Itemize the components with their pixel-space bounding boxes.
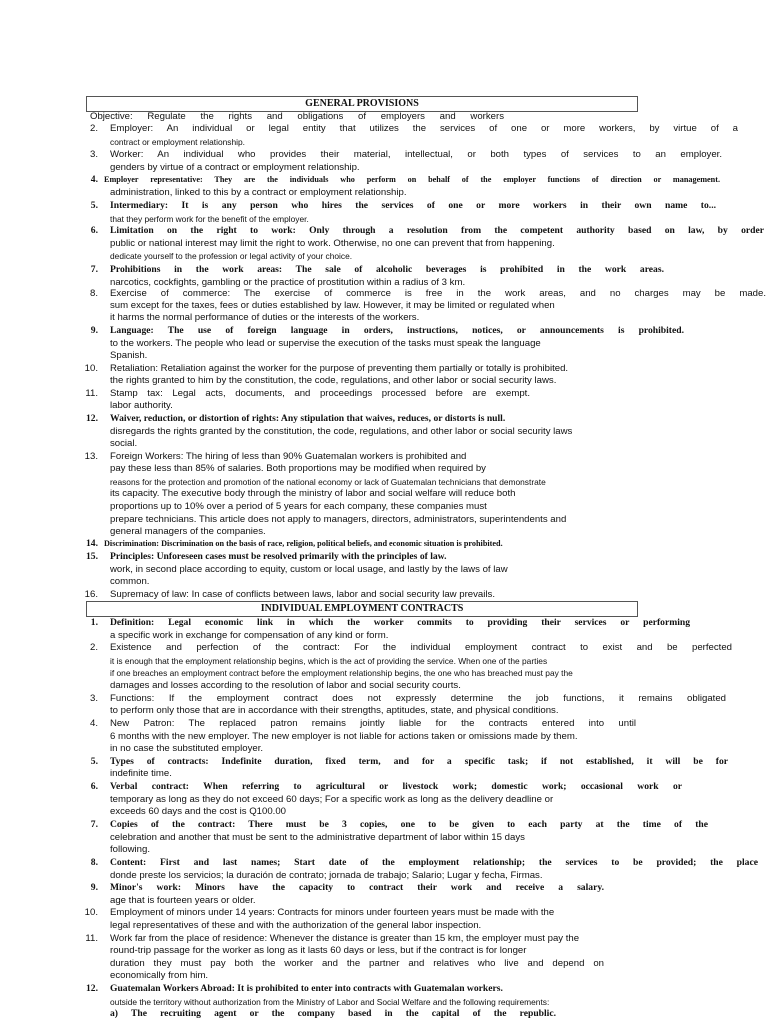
text-line: a) The recruiting agent or the company based in the capital of the republic.	[110, 1008, 556, 1019]
text-line: Verbal contract: When referring to agricultural or livestock work; domestic work; occasional work or	[110, 781, 682, 792]
text-line: Supremacy of law: In case of conflicts between laws, labor and social security law prevails.	[110, 589, 495, 600]
text-line: Limitation on the right to work: Only through a resolution from the competent authority based on law, by order	[110, 225, 764, 236]
item-number: 12.	[86, 413, 98, 424]
text-line: social.	[110, 438, 138, 449]
text-line: outside the territory without authorization from the Ministry of Labor and Social Welfare and the following requirements:	[110, 997, 550, 1007]
text-line: that they perform work for the benefit of the employer.	[110, 214, 309, 224]
text-line: work, in second place according to equity, custom or local usage, and lastly by the laws of law	[110, 564, 508, 575]
text-line: to perform only those that are in accordance with their strengths, aptitudes, state, and physical conditions.	[110, 705, 559, 716]
text-line: its capacity. The executive body through the ministry of labor and social welfare will reduce both	[110, 488, 516, 499]
text-line: Definition: Legal economic link in which the worker commits to providing their services or performing	[110, 617, 690, 628]
text-line: administration, linked to this by a contract or employment relationship.	[110, 187, 407, 198]
item-number: 9.	[90, 325, 98, 336]
text-line: Principles: Unforeseen cases must be resolved primarily with the principles of law.	[110, 551, 447, 562]
text-line: 6 months with the new employer. The new employer is not liable for actions taken or omissions made by them.	[110, 731, 578, 742]
text-line: Discrimination: Discrimination on the basis of race, religion, political beliefs, and economic situation is prohibited.	[104, 539, 503, 548]
item-number: 14.	[86, 538, 98, 549]
text-line: Employment of minors under 14 years: Contracts for minors under fourteen years must be made with the	[110, 907, 555, 918]
text-line: Functions: If the employment contract does not expressly determine the job functions, it remains obligated	[110, 693, 726, 704]
item-number: 11.	[85, 933, 98, 944]
item-number: 8.	[89, 288, 98, 299]
text-line: genders by virtue of a contract or employment relationship.	[110, 162, 360, 173]
item-number: 4.	[89, 718, 98, 729]
text-line: economically from him.	[110, 970, 209, 981]
text-line: New Patron: The replaced patron remains jointly liable for the contracts entered into until	[110, 718, 636, 729]
text-line: Copies of the contract: There must be 3 copies, one to be given to each party at the time of the	[110, 819, 708, 830]
text-line: Work far from the place of residence: Whenever the distance is greater than 15 km, the employer must pay the	[110, 933, 580, 944]
text-line: common.	[110, 576, 150, 587]
text-line: Worker: An individual who provides their material, intellectual, or both types of services to an employer.	[110, 149, 722, 160]
item-number: 3.	[89, 693, 98, 704]
text-line: in no case the substituted employer.	[110, 743, 264, 754]
item-number: 16.	[84, 589, 98, 600]
item-number: 3.	[89, 149, 98, 160]
text-line: celebration and another that must be sent to the administrative department of labor within 15 days	[110, 832, 525, 843]
item-number: 7.	[90, 819, 98, 830]
text-line: reasons for the protection and promotion of the national economy or lack of Guatemalan technicians that demonstrate	[110, 477, 546, 487]
text-line: sum except for the taxes, fees or duties established by law. However, it may be limited or regulated when	[110, 300, 555, 311]
text-line: disregards the rights granted by the constitution, the code, regulations, and other labor or social security laws	[110, 426, 573, 437]
text-line: Exercise of commerce: The exercise of commerce is free in the work areas, and no charges may be made.	[110, 288, 766, 299]
text-line: duration they must pay both the worker and the partner and relatives who live and depend on	[110, 958, 604, 969]
item-number: 7.	[90, 264, 98, 275]
text-line: general managers of the companies.	[110, 526, 266, 537]
item-number: 9.	[90, 882, 98, 893]
text-line: age that is fourteen years or older.	[110, 895, 256, 906]
item-number: 6.	[90, 781, 98, 792]
text-line: dedicate yourself to the profession or legal activity of your choice.	[110, 251, 353, 261]
text-line: contract or employment relationship.	[110, 137, 245, 147]
text-line: indefinite time.	[110, 768, 172, 779]
text-line: public or national interest may limit the right to work. Otherwise, no one can prevent that from happening.	[110, 238, 555, 249]
text-line: Content: First and last names; Start date of the employment relationship; the services to be provided; the place	[110, 857, 758, 868]
text-line: Foreign Workers: The hiring of less than 90% Guatemalan workers is prohibited and	[110, 451, 467, 462]
text-line: prepare technicians. This article does not apply to managers, directors, administrators, superintendents and	[110, 514, 567, 525]
item-number: 11.	[85, 388, 98, 399]
section-header-general-provisions: GENERAL PROVISIONS	[86, 96, 638, 112]
text-line: Stamp tax: Legal acts, documents, and proceedings processed before are exempt.	[110, 388, 530, 399]
item-number: 1.	[90, 617, 98, 628]
text-line: exceeds 60 days and the cost is Q100.00	[110, 806, 286, 817]
item-number: 10.	[84, 907, 98, 918]
text-line: the rights granted to him by the constitution, the code, regulations, and other labor or social security laws.	[110, 375, 557, 386]
text-line: Intermediary: It is any person who hires the services of one or more workers in their own name to...	[110, 200, 716, 211]
item-number: 13.	[84, 451, 98, 462]
text-line: Language: The use of foreign language in orders, instructions, notices, or announcements is prohibited.	[110, 325, 684, 336]
text-line: Existence and perfection of the contract: For the individual employment contract to exist and be perfected	[110, 642, 732, 653]
text-line: it is enough that the employment relationship begins, which is the act of providing the service. When one of the parties	[110, 656, 548, 666]
text-line: Types of contracts: Indefinite duration, fixed term, and for a specific task; if not established, it will be for	[110, 756, 728, 767]
item-number: 5.	[90, 756, 98, 767]
text-line: Retaliation: Retaliation against the worker for the purpose of preventing them partially or totally is prohibited.	[110, 363, 569, 374]
text-line: legal representatives of these and with the authorization of the general labor inspection.	[110, 920, 482, 931]
item-number: 2.	[89, 642, 98, 653]
text-line: round-trip passage for the worker as long as it lasts 60 days or less, but if the contract is for longer	[110, 945, 527, 956]
item-number: 10.	[84, 363, 98, 374]
item-number: 8.	[90, 857, 98, 868]
text-line: labor authority.	[110, 400, 173, 411]
text-line: a specific work in exchange for compensation of any kind or form.	[110, 630, 389, 641]
text-line: temporary as long as they do not exceed 60 days; For a specific work as long as the delivery deadline or	[110, 794, 554, 805]
text-line: Guatemalan Workers Abroad: It is prohibited to enter into contracts with Guatemalan workers.	[110, 983, 503, 994]
text-line: pay these less than 85% of salaries. Both proportions may be modified when required by	[110, 463, 486, 474]
text-line: Waiver, reduction, or distortion of rights: Any stipulation that waives, reduces, or distorts is null.	[110, 413, 506, 424]
text-line: Objective: Regulate the rights and obligations of employers and workers	[90, 111, 504, 122]
text-line: Minor's work: Minors have the capacity to contract their work and receive a salary.	[110, 882, 604, 893]
text-line: Employer representative: They are the individuals who perform on behalf of the employer functions of direction or management.	[104, 175, 720, 184]
text-line: to the workers. The people who lead or supervise the execution of the tasks must speak the language	[110, 338, 541, 349]
text-line: it harms the normal performance of duties or the interests of the workers.	[110, 312, 420, 323]
text-line: narcotics, cockfights, gambling or the practice of prostitution within a radius of 3 km.	[110, 277, 466, 288]
text-line: donde preste los servicios; la duración de contrato; jornada de trabajo; Salario; Lugar y fecha, Firmas.	[110, 870, 543, 881]
item-number: 6.	[90, 225, 98, 236]
text-line: following.	[110, 844, 150, 855]
item-number: 5.	[90, 200, 98, 211]
text-line: Spanish.	[110, 350, 148, 361]
text-line: Employer: An individual or legal entity that utilizes the services of one or more workers, by virtue of a	[110, 123, 738, 134]
item-number: 15.	[86, 551, 98, 562]
item-number: 4.	[90, 174, 98, 185]
text-line: damages and losses according to the resolution of labor and social security courts.	[110, 680, 461, 691]
text-line: Prohibitions in the work areas: The sale of alcoholic beverages is prohibited in the work areas.	[110, 264, 664, 275]
section-header-individual-employment-contracts: INDIVIDUAL EMPLOYMENT CONTRACTS	[86, 601, 638, 617]
text-line: proportions up to 10% over a period of 5 years for each company, these companies must	[110, 501, 487, 512]
item-number: 12.	[86, 983, 98, 994]
item-number: 2.	[89, 123, 98, 134]
text-line: if one breaches an employment contract before the employment relationship begins, the one who has breached must pay the	[110, 668, 573, 678]
